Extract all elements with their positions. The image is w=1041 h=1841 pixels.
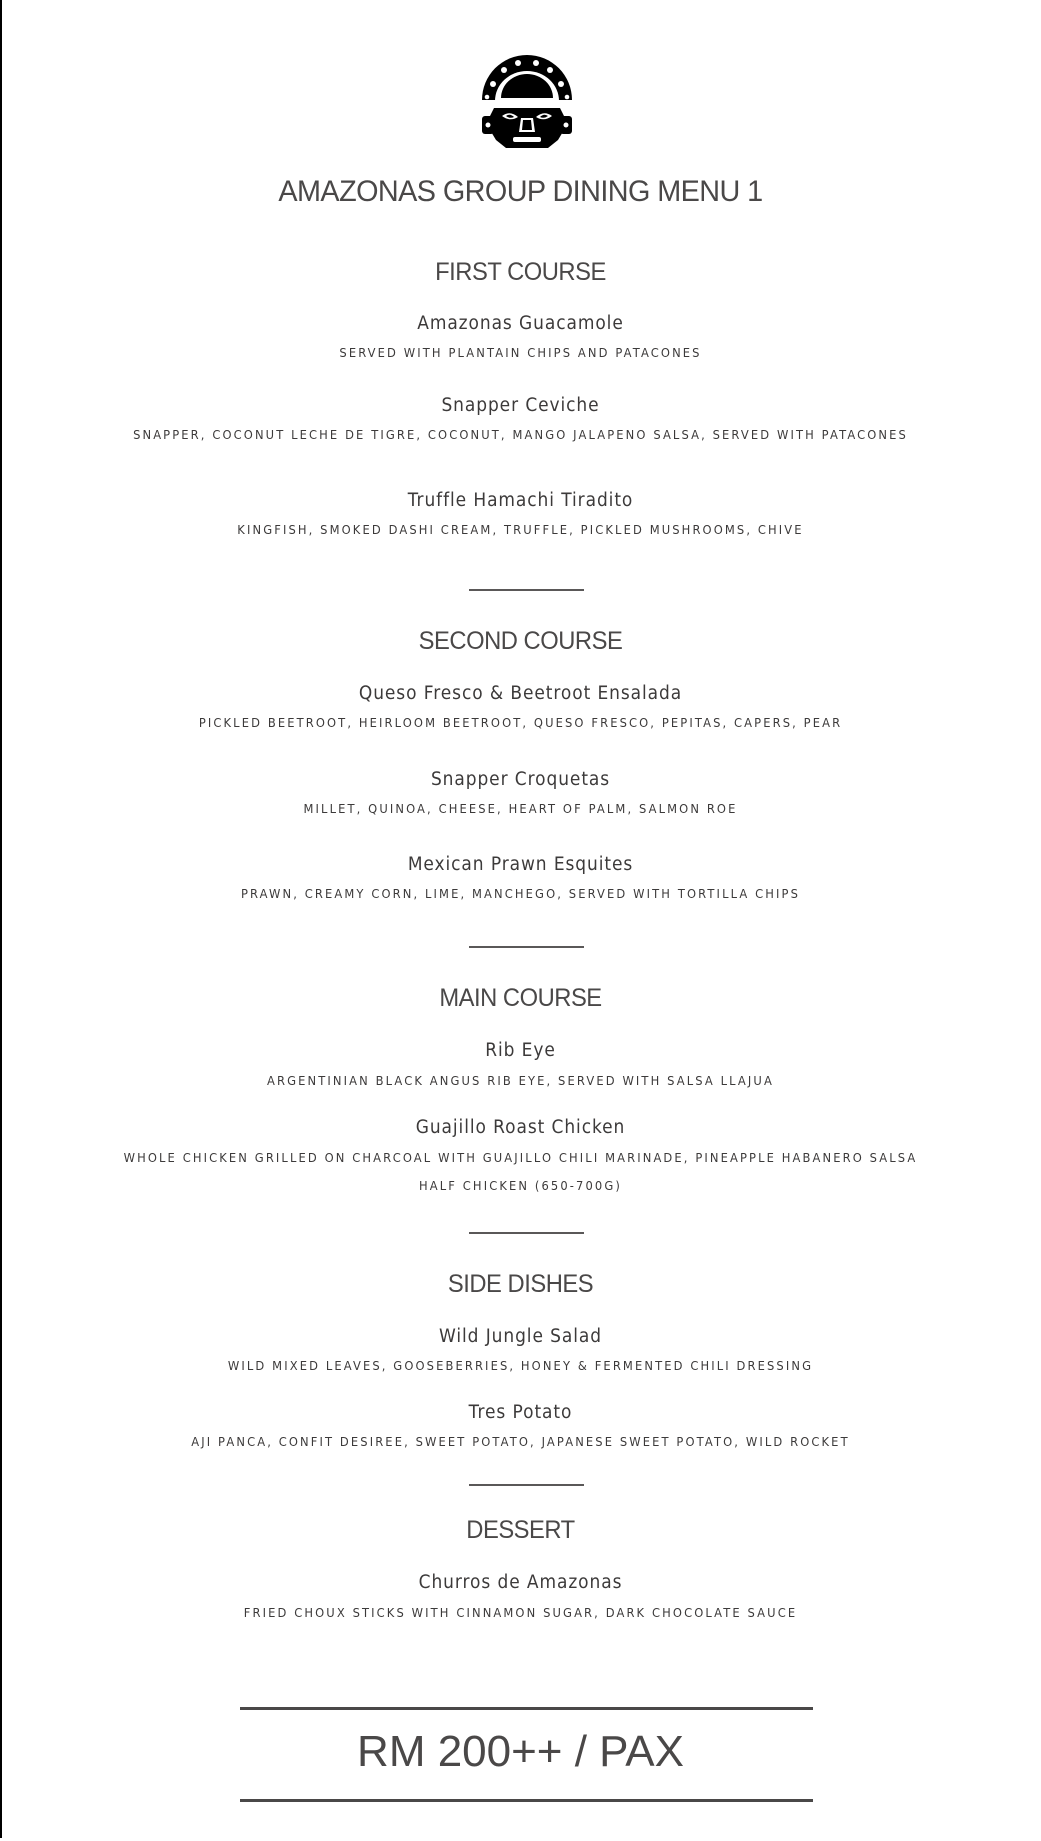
dish-description: KINGFISH, SMOKED DASHI CREAM, TRUFFLE, PICKLED MUSHROOMS, CHIVE [237,522,804,537]
dish-name: Mexican Prawn Esquites [407,854,634,875]
course-title-dessert: DESSERT [466,1516,575,1544]
price-per-pax: RM 200++ / PAX [357,1727,684,1776]
course-title-second: SECOND COURSE [418,627,623,655]
dish-name: Tres Potato [468,1402,573,1423]
dish-name: Queso Fresco & Beetroot Ensalada [358,683,683,704]
course-title-sides: SIDE DISHES [447,1270,594,1298]
dish-name: Rib Eye [485,1040,556,1061]
course-title-first: FIRST COURSE [435,258,606,286]
dish-description: SNAPPER, COCONUT LECHE DE TIGRE, COCONUT, MANGO JALAPENO SALSA, SERVED WITH PATACONES [133,427,908,442]
course-title-main: MAIN COURSE [439,984,602,1012]
menu-title: AMAZONAS GROUP DINING MENU 1 [278,175,763,208]
section-divider [469,1484,584,1486]
dish-description: PRAWN, CREAMY CORN, LIME, MANCHEGO, SERVED WITH TORTILLA CHIPS [240,886,801,901]
dish-description: FRIED CHOUX STICKS WITH CINNAMON SUGAR, DARK CHOCOLATE SAUCE [243,1605,798,1620]
dish-name: Guajillo Roast Chicken [415,1117,626,1138]
dish-name: Churros de Amazonas [418,1572,623,1593]
dish-name: Snapper Ceviche [441,395,600,416]
dish-description: MILLET, QUINOA, CHEESE, HEART OF PALM, SALMON ROE [303,801,738,816]
dish-description: PICKLED BEETROOT, HEIRLOOM BEETROOT, QUESO FRESCO, PEPITAS, CAPERS, PEAR [198,715,843,730]
price-top-rule [240,1707,813,1710]
dish-note: HALF CHICKEN (650-700G) [419,1178,622,1193]
amazonas-mask-logo-icon [480,54,574,152]
dish-description: AJI PANCA, CONFIT DESIREE, SWEET POTATO, JAPANESE SWEET POTATO, WILD ROCKET [191,1434,850,1449]
dish-description: WILD MIXED LEAVES, GOOSEBERRIES, HONEY & FERMENTED CHILI DRESSING [227,1358,814,1373]
dish-name: Snapper Croquetas [430,769,611,790]
section-divider [469,946,584,948]
price-bottom-rule [240,1799,813,1802]
dish-description: WHOLE CHICKEN GRILLED ON CHARCOAL WITH GUAJILLO CHILI MARINADE, PINEAPPLE HABANERO SALSA [123,1150,918,1165]
dish-name: Amazonas Guacamole [417,313,624,334]
dish-name: Wild Jungle Salad [439,1326,602,1347]
section-divider [469,589,584,591]
section-divider [469,1232,584,1234]
dish-description: ARGENTINIAN BLACK ANGUS RIB EYE, SERVED WITH SALSA LLAJUA [267,1073,774,1088]
dish-name: Truffle Hamachi Tiradito [407,490,634,511]
dish-description: SERVED WITH PLANTAIN CHIPS AND PATACONES [339,345,702,360]
